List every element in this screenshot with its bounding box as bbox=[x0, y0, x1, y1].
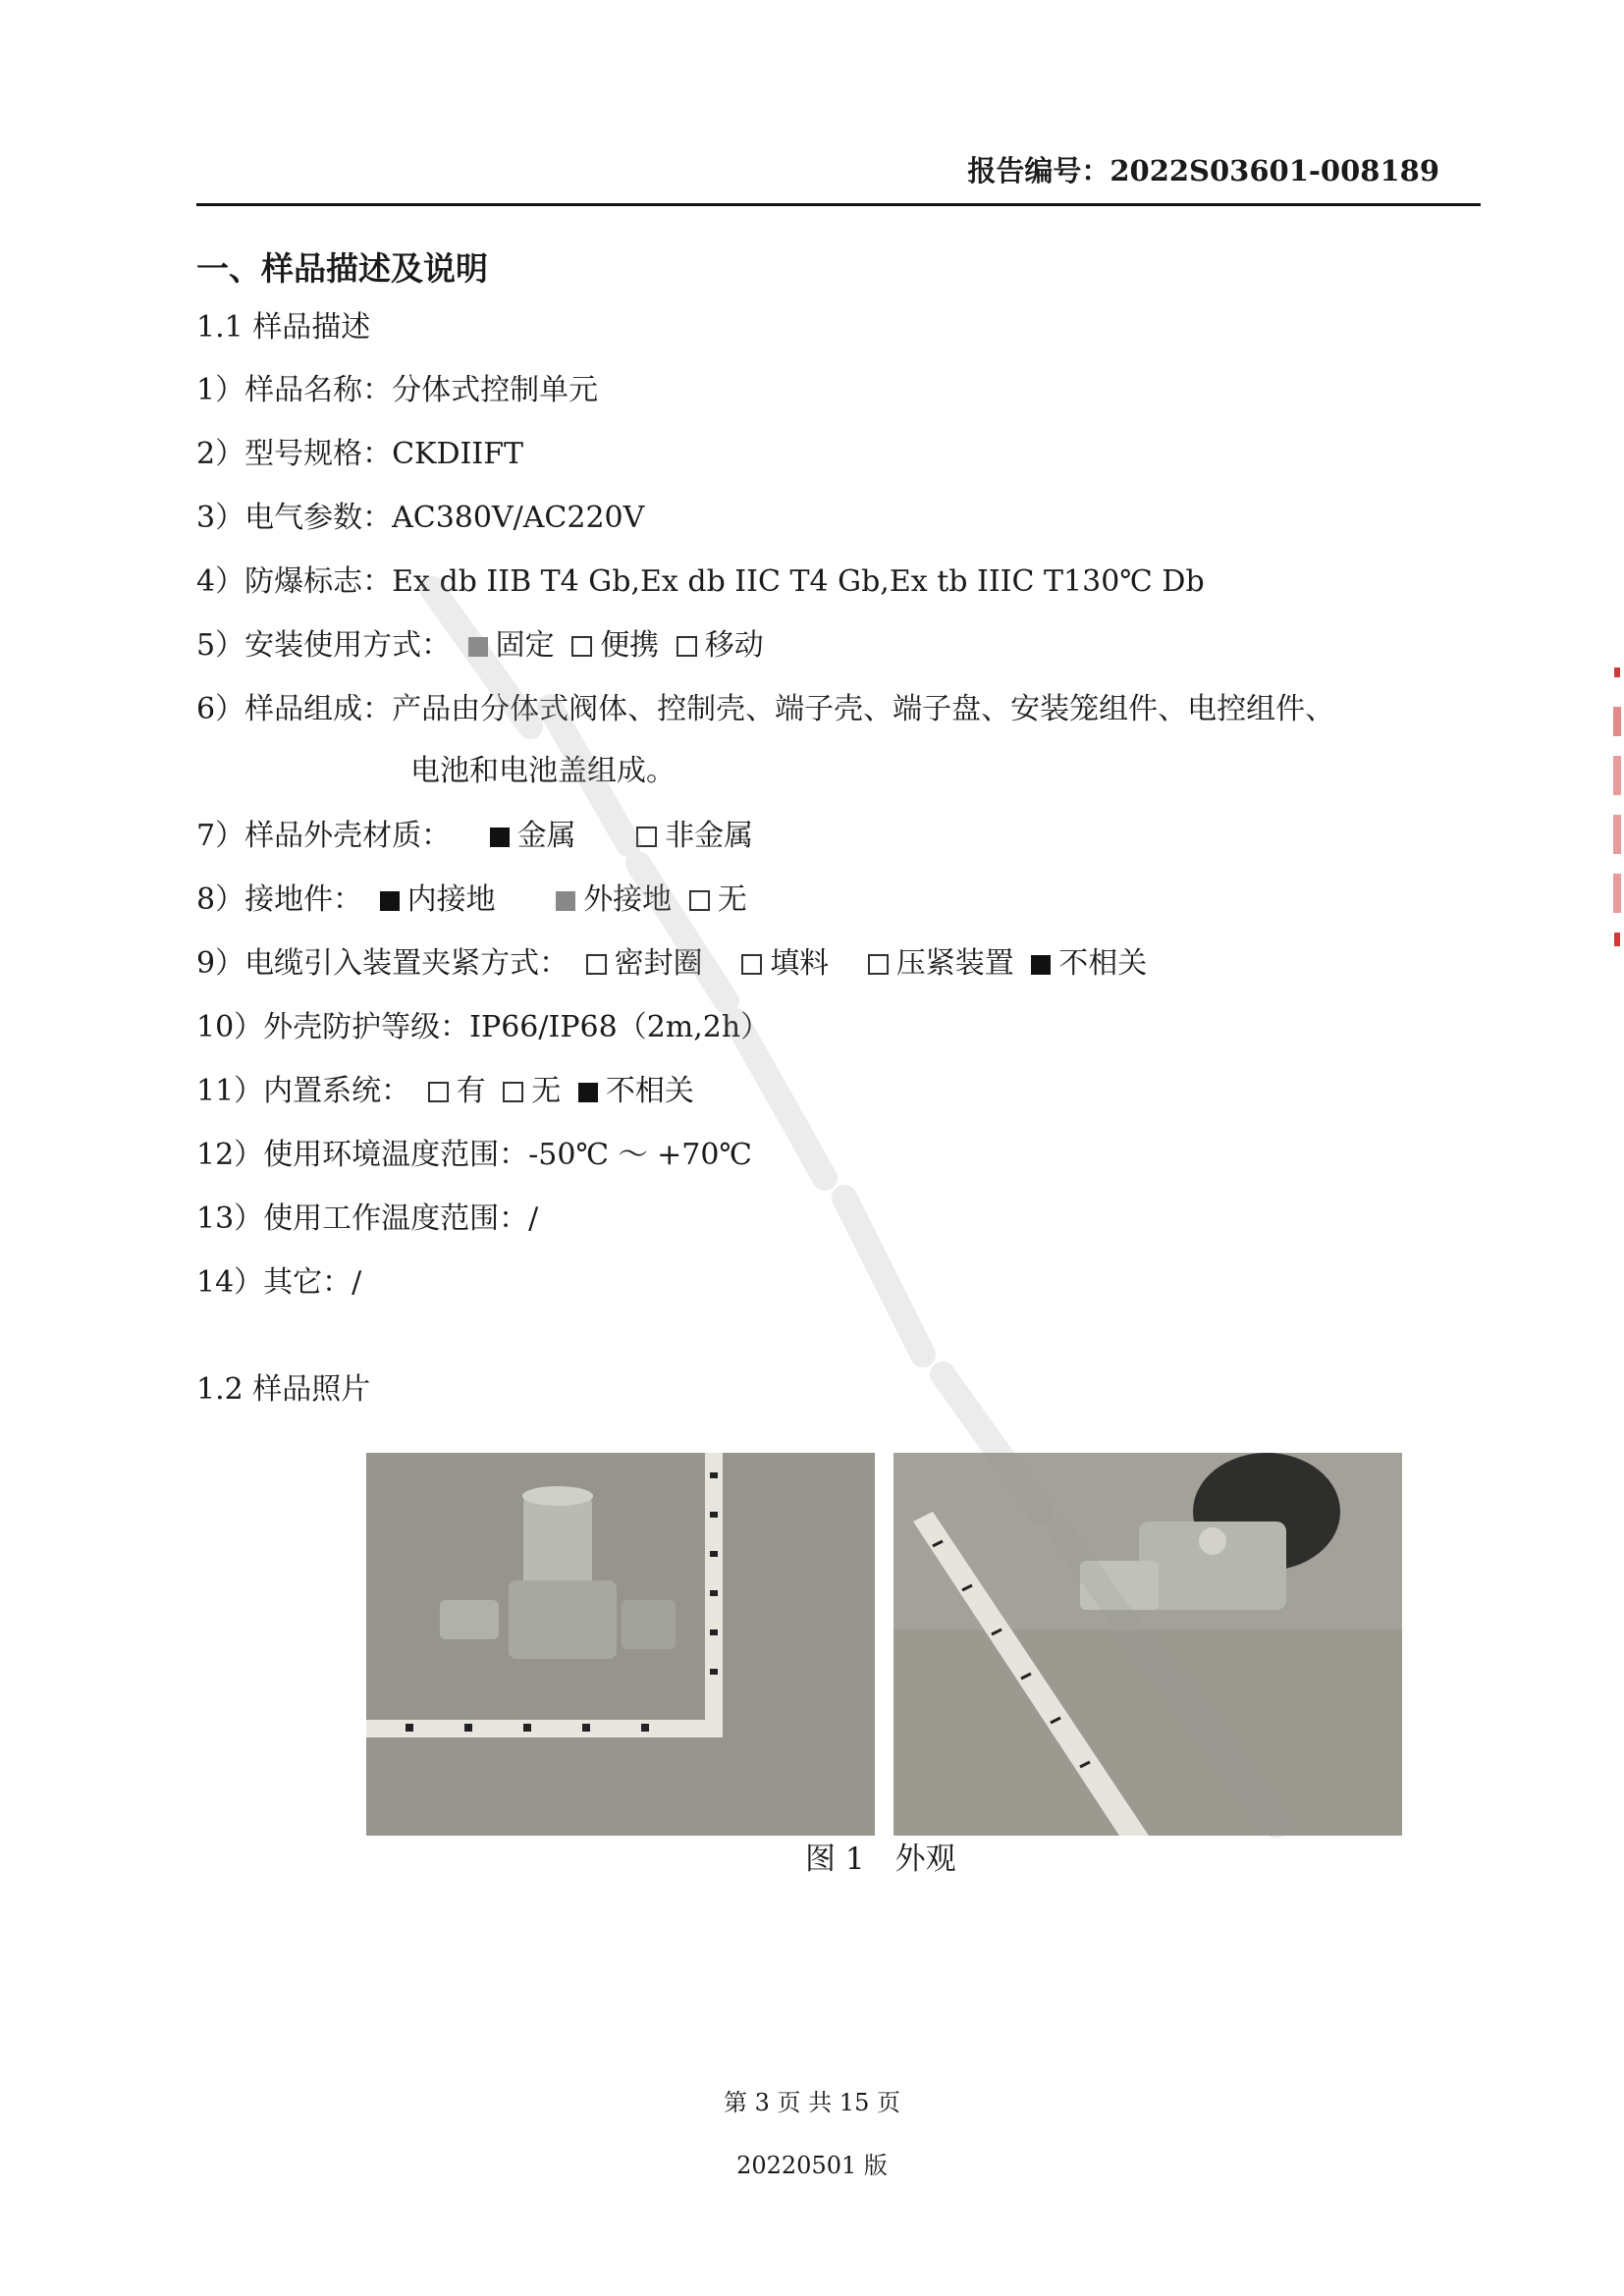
item-electrical: 3）电气参数：AC380V/AC220V bbox=[196, 501, 645, 535]
checkbox-empty-icon bbox=[428, 1082, 449, 1102]
item-ambient-temperature: 12）使用环境温度范围：-50℃ ～ +70℃ bbox=[196, 1138, 752, 1172]
sample-photo-front bbox=[366, 1453, 875, 1836]
section-title: 一、样品描述及说明 bbox=[196, 249, 488, 288]
item-cable-entry bbox=[196, 944, 1147, 984]
checkbox-checked-icon bbox=[578, 1083, 598, 1102]
checkbox-empty-icon bbox=[586, 954, 607, 975]
enclosure-label: 7）样品外壳材质： bbox=[196, 819, 452, 853]
install-option-mobile: 移动 bbox=[704, 628, 764, 663]
cable-option-not-applicable: 不相关 bbox=[1058, 946, 1148, 981]
edge-seal-fragment bbox=[1610, 667, 1624, 952]
system-option-not-applicable: 不相关 bbox=[605, 1074, 694, 1108]
header-divider bbox=[196, 203, 1481, 206]
document-version: 20220501 版 bbox=[736, 2152, 888, 2179]
install-label: 5）安装使用方式： bbox=[196, 628, 452, 663]
subsection-sample-description: 1.1 样品描述 bbox=[196, 310, 371, 345]
checkbox-checked-icon bbox=[1031, 955, 1051, 975]
page-number: 第 3 页 共 15 页 bbox=[724, 2089, 900, 2116]
checkbox-checked-icon bbox=[490, 828, 510, 847]
cable-option-seal: 密封圈 bbox=[614, 946, 703, 981]
item-model: 2）型号规格：CKDIIFT bbox=[196, 437, 524, 471]
system-option-no: 无 bbox=[531, 1074, 562, 1108]
grounding-label: 8）接地件： bbox=[196, 882, 363, 917]
checkbox-empty-icon bbox=[677, 636, 697, 657]
grounding-option-external: 外接地 bbox=[583, 882, 673, 917]
item-working-temperature: 13）使用工作温度范围：/ bbox=[196, 1201, 539, 1236]
sample-photo-side bbox=[893, 1453, 1402, 1836]
enclosure-option-metal: 金属 bbox=[516, 819, 576, 853]
checkbox-empty-icon bbox=[689, 890, 710, 911]
system-option-yes: 有 bbox=[456, 1074, 486, 1108]
figure-caption: 图 1 外观 bbox=[805, 1842, 956, 1877]
item-built-in-system bbox=[196, 1072, 694, 1111]
install-option-fixed: 固定 bbox=[495, 628, 555, 663]
grounding-option-internal: 内接地 bbox=[406, 882, 496, 917]
item-grounding bbox=[196, 881, 747, 920]
cable-entry-label: 9）电缆引入装置夹紧方式： bbox=[196, 946, 569, 981]
checkbox-empty-icon bbox=[636, 827, 657, 847]
checkbox-empty-icon bbox=[503, 1082, 523, 1102]
cable-option-compression: 压紧装置 bbox=[895, 946, 1014, 981]
built-in-system-label: 11）内置系统： bbox=[196, 1074, 411, 1108]
item-enclosure bbox=[196, 817, 753, 856]
item-composition-line1: 6）样品组成：产品由分体式阀体、控制壳、端子壳、端子盘、安装笼组件、电控组件、 bbox=[196, 692, 1335, 726]
checkbox-checked-icon bbox=[380, 891, 400, 911]
item-ex-marking: 4）防爆标志：Ex db IIB T4 Gb,Ex db IIC T4 Gb,Ex tb IIIC T130℃ Db bbox=[196, 564, 1205, 599]
item-composition-line2: 电池和电池盖组成。 bbox=[410, 754, 676, 788]
grounding-option-none: 无 bbox=[717, 882, 747, 917]
cable-option-packing: 填料 bbox=[770, 946, 830, 981]
enclosure-option-nonmetal: 非金属 bbox=[665, 819, 754, 853]
subsection-sample-photos: 1.2 样品照片 bbox=[196, 1372, 371, 1407]
checkbox-checked-icon bbox=[468, 637, 488, 657]
checkbox-empty-icon bbox=[868, 954, 889, 975]
item-install bbox=[196, 626, 764, 666]
item-other: 14）其它：/ bbox=[196, 1265, 362, 1300]
checkbox-checked-icon bbox=[556, 891, 575, 911]
install-option-portable: 便携 bbox=[600, 628, 660, 663]
checkbox-empty-icon bbox=[571, 636, 592, 657]
report-number: 报告编号：2022S03601-008189 bbox=[967, 154, 1439, 187]
item-sample-name: 1）样品名称：分体式控制单元 bbox=[196, 373, 599, 407]
checkbox-empty-icon bbox=[741, 954, 762, 975]
item-ip-rating: 10）外壳防护等级：IP66/IP68（2m,2h） bbox=[196, 1010, 771, 1044]
